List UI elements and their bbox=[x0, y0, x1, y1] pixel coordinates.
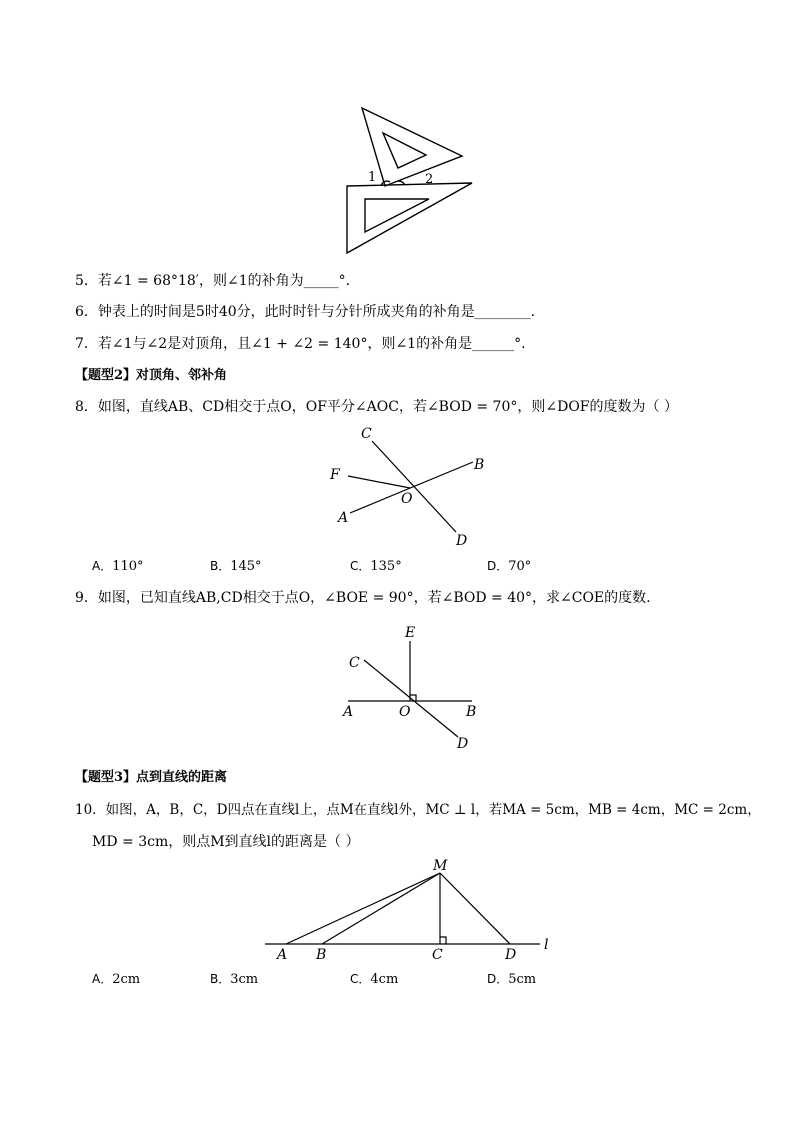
label-c: C bbox=[361, 426, 372, 442]
question-10-line-1: 10．如图，A，B，C，D四点在直线l上，点M在直线l外，MC ⊥ l，若MA = 5cm，MB = 4cm，MC = 2cm， bbox=[75, 802, 761, 818]
label-m: M bbox=[433, 858, 448, 874]
q10-option-c-key: C． bbox=[350, 972, 371, 986]
label-b: B bbox=[316, 947, 327, 963]
label-a: A bbox=[277, 947, 288, 963]
label-d: D bbox=[456, 533, 468, 549]
label-b: B bbox=[466, 704, 477, 720]
label-c: C bbox=[432, 947, 443, 963]
q8-option-c-value: 135° bbox=[370, 559, 402, 574]
label-o: O bbox=[401, 491, 413, 507]
q8-option-c-key: C． bbox=[350, 559, 371, 573]
label-a: A bbox=[338, 510, 349, 526]
q10-option-a[interactable] bbox=[92, 969, 140, 990]
angle-1-label: 1 bbox=[368, 170, 377, 185]
label-l: l bbox=[544, 937, 549, 953]
segment-md bbox=[440, 873, 510, 944]
segment-ma bbox=[286, 873, 440, 944]
question-5: 5．若∠1 = 68°18′，则∠1的补角为_____°. bbox=[75, 273, 351, 289]
q8-option-a-value: 110° bbox=[112, 559, 144, 574]
label-c: C bbox=[349, 655, 360, 671]
angle-2-label: 2 bbox=[425, 172, 434, 187]
question-9: 9．如图，已知直线AB,CD相交于点O，∠BOE = 90°，若∠BOD = 40°，求∠COE的度数. bbox=[75, 590, 651, 606]
q10-option-a-key: A． bbox=[92, 972, 113, 986]
q10-option-b-key: B． bbox=[210, 972, 231, 986]
question-6: 6．钟表上的时间是5时40分，此时时针与分针所成夹角的补角是________. bbox=[75, 304, 536, 320]
label-o: O bbox=[399, 704, 411, 720]
q8-option-b-key: B． bbox=[210, 559, 231, 573]
label-b: B bbox=[474, 457, 485, 473]
section-heading-2: 【题型2】对顶角、邻补角 bbox=[75, 368, 228, 383]
q8-option-d-key: D． bbox=[487, 559, 509, 573]
label-f: F bbox=[330, 467, 340, 483]
q8-option-a-key: A． bbox=[92, 559, 113, 573]
question-7: 7．若∠1与∠2是对顶角，且∠1 + ∠2 = 140°，则∠1的补角是______°. bbox=[75, 336, 526, 352]
q10-option-d[interactable] bbox=[487, 969, 536, 990]
section-heading-3: 【题型3】点到直线的距离 bbox=[75, 770, 228, 785]
label-e: E bbox=[405, 625, 416, 641]
q10-option-d-key: D． bbox=[487, 972, 509, 986]
q8-option-b-value: 145° bbox=[230, 559, 262, 574]
label-d: D bbox=[457, 736, 469, 752]
q10-option-a-value: 2cm bbox=[112, 972, 141, 987]
question-8: 8．如图，直线AB、CD相交于点O，OF平分∠AOC，若∠BOD = 70°，则∠DOF的度数为（ ） bbox=[75, 399, 678, 415]
q10-option-d-value: 5cm bbox=[508, 972, 537, 987]
right-angle-mark bbox=[440, 937, 446, 944]
segment-mb bbox=[322, 873, 440, 944]
q10-option-c-value: 4cm bbox=[370, 972, 399, 987]
question-10-line-2: MD = 3cm，则点M到直线l的距离是（ ） bbox=[92, 834, 360, 850]
q10-option-c[interactable] bbox=[350, 969, 398, 990]
q10-option-b[interactable] bbox=[210, 969, 258, 990]
q8-option-d-value: 70° bbox=[508, 559, 532, 574]
q10-option-b-value: 3cm bbox=[230, 972, 259, 987]
label-a: A bbox=[343, 704, 354, 720]
label-d: D bbox=[505, 947, 517, 963]
